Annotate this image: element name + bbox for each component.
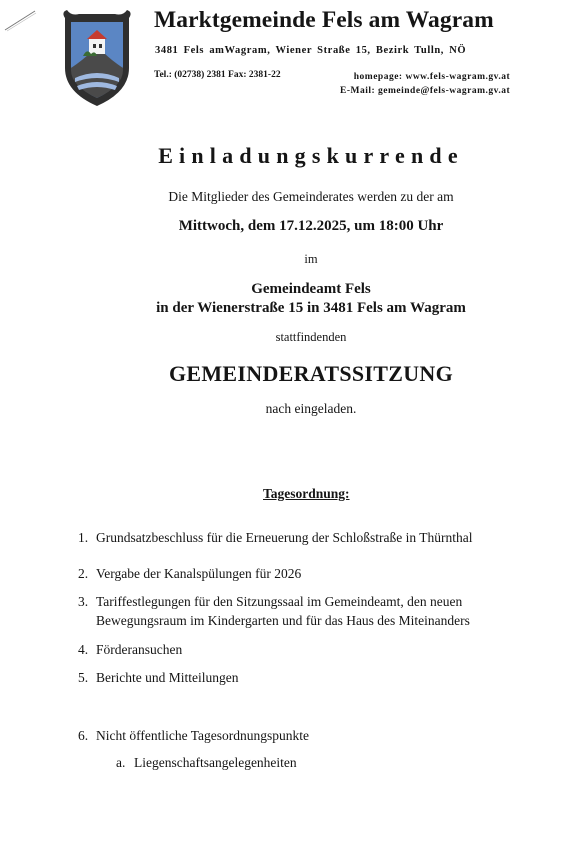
contact-web [340, 70, 510, 98]
in-word: im [304, 252, 318, 266]
agenda-item-text: Förderansuchen [96, 642, 183, 657]
agenda-item-text: Nicht öffentliche Tagesordnungspunkte [96, 728, 310, 743]
agenda-item [78, 564, 301, 583]
agenda-item [78, 640, 182, 659]
agenda-sub-item-text: Liegenschaftsangelegenheiten [134, 755, 297, 770]
email-link[interactable]: E-Mail: gemeinde@fels-wagram.gv.at [340, 86, 511, 96]
meeting-date-time: Mittwoch, dem 17.12.2025, um 18:00 Uhr [178, 218, 444, 234]
agenda-title: Tagesordnung: [263, 486, 350, 501]
taking-place-text: stattfindenden [275, 330, 347, 344]
meeting-venue [0, 280, 572, 318]
agenda-item-text: Grundsatzbeschluss für die Erneuerung der Schloßstraße in Thürnthal [96, 530, 473, 545]
intro-text: Die Mitglieder des Gemeinderates werden zu der am [168, 189, 454, 204]
scan-mark [4, 8, 38, 32]
agenda-item-number: 1. [78, 530, 89, 545]
agenda-item-text: Berichte und Mitteilungen [96, 670, 239, 685]
municipality-address: 3481 Fels amWagram, Wiener Straße 15, Bezirk Tulln, NÖ [155, 45, 467, 56]
coat-of-arms-icon [57, 8, 137, 108]
agenda-item-number: 4. [78, 642, 89, 657]
agenda-item [78, 726, 309, 745]
document-heading: Einladungskurrende [158, 143, 464, 168]
homepage-link[interactable]: homepage: www.fels-wagram.gv.at [353, 72, 511, 82]
agenda-sub-item-letter: a. [116, 755, 126, 770]
invited-text: nach eingeladen. [265, 401, 357, 416]
agenda-item-number: 2. [78, 566, 89, 581]
agenda-item [78, 592, 470, 630]
agenda-sub-item [116, 755, 297, 771]
agenda-item-number: 3. [78, 594, 89, 609]
agenda-item-number: 5. [78, 670, 89, 685]
venue-line-2: in der Wienerstraße 15 in 3481 Fels am Wagram [156, 300, 466, 316]
agenda-item [78, 528, 473, 547]
meeting-title: GEMEINDERATSSITZUNG [168, 361, 454, 386]
agenda-item-text: Vergabe der Kanalspülungen für 2026 [96, 566, 302, 581]
agenda-item-text: Tariffestlegungen für den Sitzungssaal im Gemeindeamt, den neuen [96, 594, 463, 609]
venue-line-1: Gemeindeamt Fels [251, 281, 371, 297]
phone-fax: Tel.: (02738) 2381 Fax: 2381-22 [154, 70, 281, 80]
agenda-item-text: Bewegungsraum im Kindergarten und für das Haus des Miteinanders [96, 613, 470, 628]
agenda-item-number: 6. [78, 728, 89, 743]
municipality-title: Marktgemeinde Fels am Wagram [154, 7, 494, 33]
agenda-item [78, 668, 238, 687]
